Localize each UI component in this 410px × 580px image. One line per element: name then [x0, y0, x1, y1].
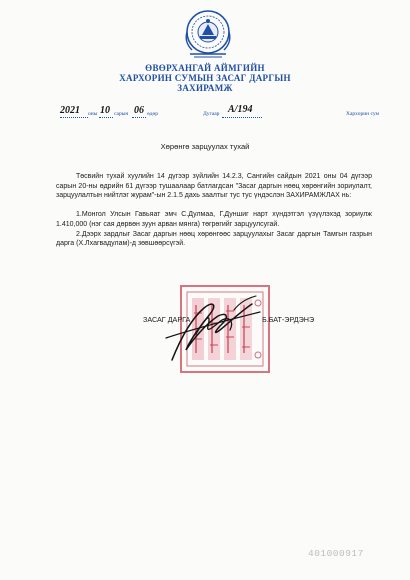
day-value: 06: [134, 105, 144, 116]
state-emblem-icon: [178, 8, 238, 60]
month-value: 10: [100, 105, 110, 116]
day-rule: [132, 117, 146, 118]
date-number-line: [0, 104, 410, 121]
form-serial-number: 401000917: [308, 548, 364, 559]
number-label: Дугаар: [203, 111, 220, 117]
issuer-heading: [0, 63, 410, 93]
clause-1: 1.Монгол Улсын Гавьяат эмч С.Дулмаа, Г.Дуншиг нарт хүндэтгэл үзүүлэхэд зориулж 1.410,000 (нэг сая дөрвөн зуун арван мянга) төгрөгийг зарцуулсугай.: [56, 211, 372, 228]
place-name: Хархорин сум: [346, 111, 379, 117]
signatory-title: ЗАСАГ ДАРГА: [143, 315, 191, 324]
signatory-name: Б.БАТ-ЭРДЭНЭ: [262, 315, 315, 324]
year-rule: [60, 117, 88, 118]
month-label: сарын: [114, 111, 129, 117]
number-value: А/194: [228, 104, 253, 115]
document-body: [56, 172, 372, 258]
month-rule: [99, 117, 113, 118]
issuer-line-1: ӨВӨРХАНГАЙ АЙМГИЙН: [145, 63, 265, 73]
handwritten-signature-icon: [160, 290, 270, 368]
clause-2: 2.Дээрх зардлыг Засаг даргын нөөц хөрөнгөөс зарцуулахыг Засаг даргын Тамгын газрын дарга (Х.Лхагвадулам)-д зөвшөөрсүгэй.: [56, 230, 372, 248]
day-label: өдөр: [147, 111, 159, 117]
number-rule: [222, 117, 262, 118]
year-suffix: оны: [88, 111, 98, 117]
preamble-paragraph: Төсвийн тухай хуулийн 14 дүгээр зүйлийн 14.2.3, Сангийн сайдын 2021 оны 04 дүгээр сарын 20-ны өдрийн 61 дүгээр тушаалаар батлагдсан "Засаг даргын нөөц хөрөнгийн зориулалт, зарцуулалтын нийтлэг журам"-ын 2.1.5 дахь заалтыг тус тус үндэслэн ЗАХИРАМЖЛАХ нь:: [56, 173, 372, 200]
year-value: 2021: [60, 105, 80, 116]
issuer-line-2: ХАРХОРИН СУМЫН ЗАСАГ ДАРГЫН: [119, 73, 291, 83]
document-type: ЗАХИРАМЖ: [177, 83, 233, 93]
document-subject: Хөрөнгө зарцуулах тухай: [160, 142, 250, 151]
